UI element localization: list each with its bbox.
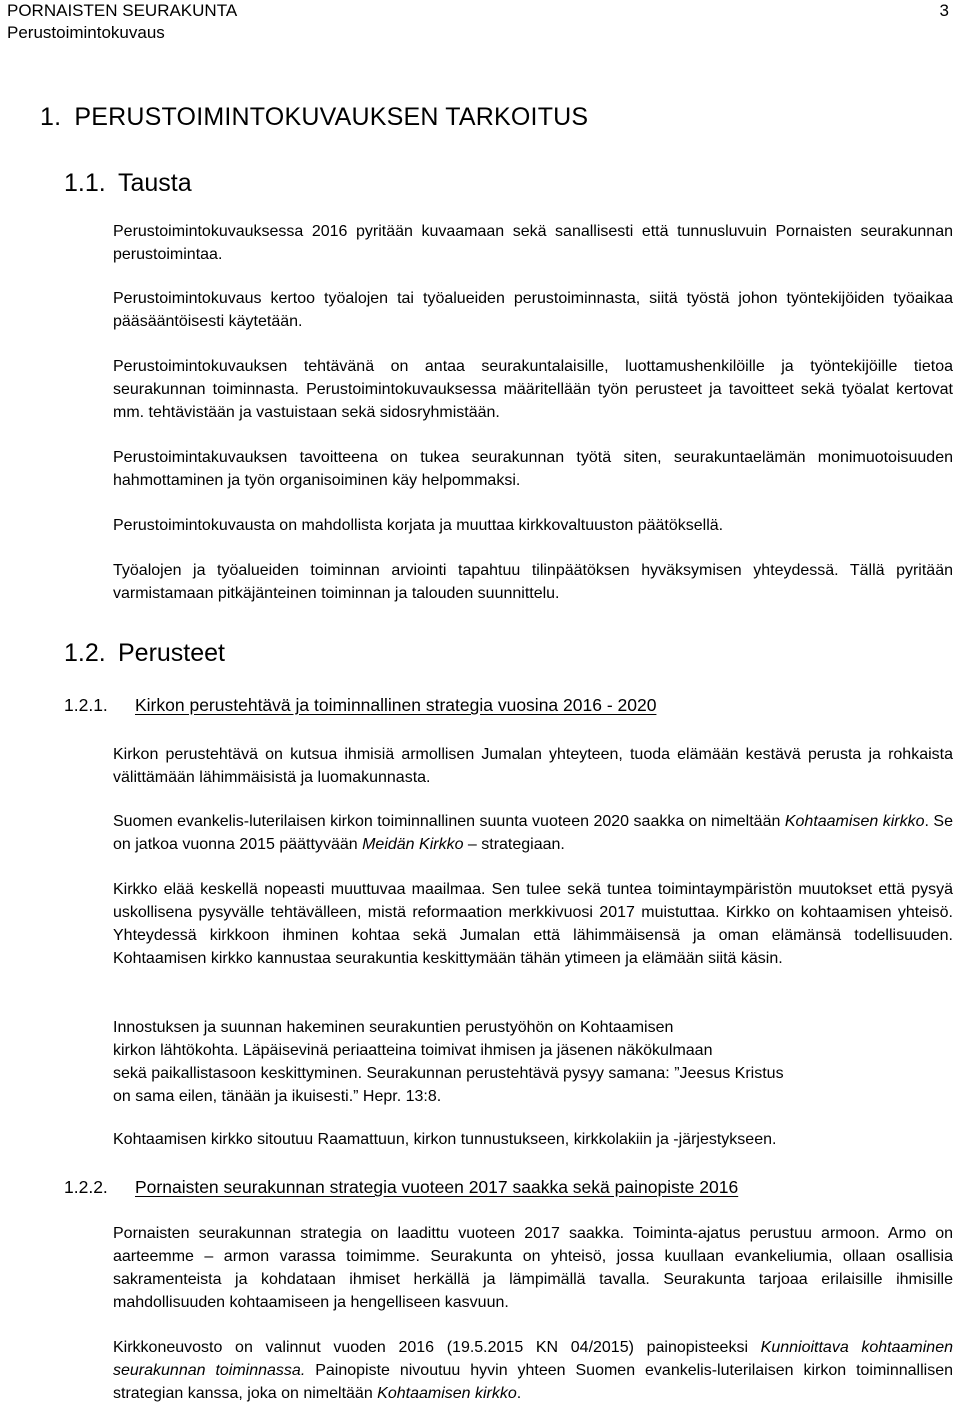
text-run: .	[516, 1385, 522, 1402]
paragraph: Perustoimintokuvaus kertoo työalojen tai työalueiden perustoiminnasta, siitä työstä johon työntekijöiden työaikaa pääsääntöisesti käytetään.	[113, 290, 953, 330]
subsection-title: Perusteet	[118, 639, 226, 667]
section-title: PERUSTOIMINTOKUVAUKSEN TARKOITUS	[74, 103, 589, 131]
italic-text: Kunnioittava kohtaaminen seurakunnan toiminnassa.	[113, 1339, 953, 1379]
subsubsection-heading-1-2-1	[64, 693, 656, 717]
paragraph: Kirkko elää keskellä nopeasti muuttuvaa maailmaa. Sen tulee sekä tuntea toimintaympäristön muutokset että pysyä uskollisena pysyvälle tehtävälleen, mistä reformaation merkkivuosi 2017 muistuttaa. Kirkko on kohtaamisen yhteisö. Yhteydessä kirkkoon ihminen kohtaa sekä Jumalan että lähimmäisensä ja oman elämänsä todellisuuden. Kohtaamisen kirkko kannustaa seurakuntia keskittymään tähän ytimeen ja elämään siitä käsin.	[113, 881, 953, 967]
paragraph: Perustoimintokuvauksen tehtävänä on antaa seurakuntalaisille, luottamushenkilöille ja työntekijöille tietoa seurakunnan toiminnasta. Perustoimintokuvauksessa määritellään työn perusteet ja tavoitteet sekä työalat kertovat mm. tehtävistään ja vastuistaan sekä sidosryhmistään.	[113, 358, 953, 421]
italic-text: Meidän Kirkko	[362, 836, 464, 853]
subsubsection-title: Kirkon perustehtävä ja toiminnallinen strategia vuosina 2016 - 2020	[135, 695, 657, 715]
text-line: sekä paikallistasoon keskittyminen. Seurakunnan perustehtävä pysyy samana: ”Jeesus Kristus	[113, 1065, 784, 1082]
subsubsection-number: 1.2.2.	[64, 1177, 108, 1197]
text-line: on sama eilen, tänään ja ikuisesti.” Hepr. 13:8.	[113, 1088, 442, 1105]
paragraph: Työalojen ja työalueiden toiminnan arviointi tapahtuu tilinpäätöksen hyväksymisen yhteydessä. Tällä pyritään varmistamaan pitkäjänteinen toiminnan ja talouden suunnittelu.	[113, 562, 953, 602]
paragraph: Kirkon perustehtävä on kutsua ihmisiä armollisen Jumalan yhteyteen, tuoda elämään kestävä perusta ja rohkaista välittämään lähimmäisistä ja luomakunnasta.	[113, 746, 953, 786]
text-line: kirkon lähtökohta. Läpäisevinä periaatteina toimivat ihmisen ja jäsenen näkökulmaan	[113, 1042, 713, 1059]
italic-text: Kohtaamisen kirkko	[784, 813, 925, 830]
subsection-title: Tausta	[118, 169, 192, 197]
text-run: Kirkkoneuvosto on valinnut vuoden 2016 (19.5.2015 KN 04/2015) painopisteeksi	[113, 1339, 761, 1356]
subsection-heading-1-1	[64, 167, 192, 199]
text-run: . Se on jatkoa vuonna 2015 päättyvään	[113, 813, 953, 853]
text-line: Innostuksen ja suunnan hakeminen seurakuntien perustyöhön on Kohtaamisen	[113, 1019, 674, 1036]
section-heading-1	[40, 101, 588, 133]
section-number: 1.	[40, 103, 62, 131]
subsubsection-title: Pornaisten seurakunnan strategia vuoteen 2017 saakka sekä painopiste 2016	[135, 1177, 739, 1197]
paragraph: Kohtaamisen kirkko sitoutuu Raamattuun, kirkon tunnustukseen, kirkkolakiin ja -järjestykseen.	[113, 1131, 777, 1148]
subsection-number: 1.2.	[64, 639, 106, 667]
page-number: 3	[939, 1, 949, 20]
page-header	[7, 0, 957, 44]
header-organization: PORNAISTEN SEURAKUNTA	[7, 1, 238, 20]
subsection-number: 1.1.	[64, 169, 106, 197]
paragraph: Perustoimintokuvauksessa 2016 pyritään kuvaamaan sekä sanallisesti että tunnusluvuin Pornaisten seurakunnan perustoimintaa.	[113, 223, 953, 263]
text-run: – strategiaan.	[463, 836, 565, 853]
italic-text: Kohtaamisen kirkko	[377, 1385, 517, 1402]
subsection-heading-1-2	[64, 637, 225, 669]
paragraph: Perustoimintakuvauksen tavoitteena on tukea seurakunnan työtä siten, seurakuntaelämän monimuotoisuuden hahmottaminen ja työn organisoiminen käy helpommaksi.	[113, 449, 953, 489]
header-document-title: Perustoimintokuvaus	[7, 23, 165, 42]
paragraph	[113, 1336, 953, 1405]
paragraph: Perustoimintokuvausta on mahdollista korjata ja muuttaa kirkkovaltuuston päätöksellä.	[113, 517, 724, 534]
subsubsection-heading-1-2-2	[64, 1175, 738, 1199]
text-run: Suomen evankelis-luterilaisen kirkon toiminnallinen suunta vuoteen 2020 saakka on nimeltään	[113, 813, 785, 830]
paragraph: Pornaisten seurakunnan strategia on laadittu vuoteen 2017 saakka. Toiminta-ajatus perustuu armoon. Armo on aarteemme – armon varassa toimimme. Seurakunta on yhteisö, jossa kuullaan evankeliumia, ollaan osallisia sakramenteista ja kohdataan ihmiset herkällä ja lämpimällä tavalla. Seurakunta tarjoaa erilaisille ihmisille mahdollisuuden kohtaamiseen ja hengelliseen kasvuun.	[113, 1225, 953, 1311]
text-run: Painopiste nivoutuu hyvin yhteen Suomen evankelis-luterilaisen kirkon toiminnallisen strategian kanssa, joka on nimeltään	[113, 1362, 954, 1402]
subsubsection-number: 1.2.1.	[64, 695, 108, 715]
paragraph	[113, 810, 953, 856]
paragraph	[113, 1016, 953, 1108]
